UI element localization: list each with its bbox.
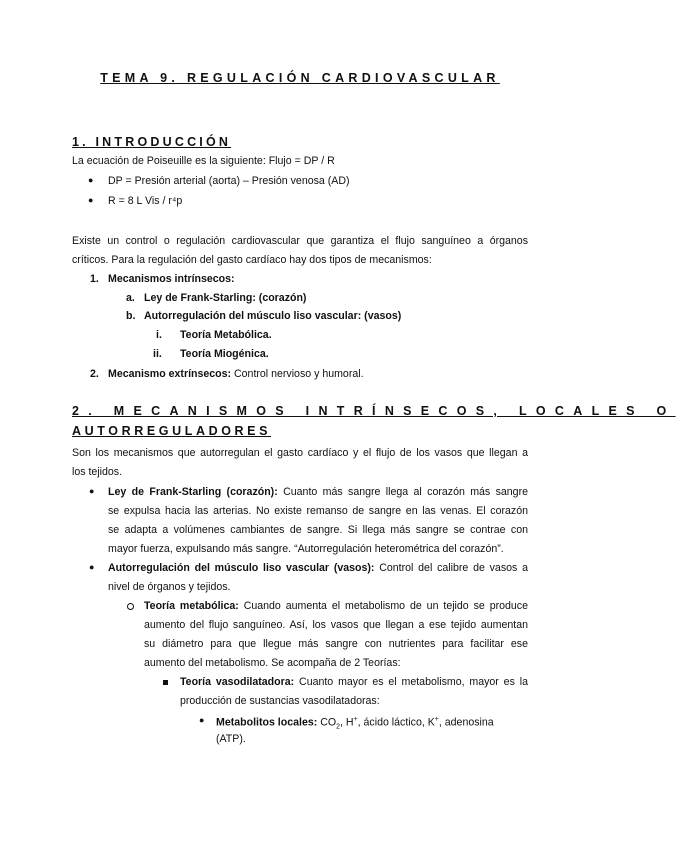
fs-line: mayor fuerza, expulsando más sangre. “Autorregulación heterométrica del corazón”. [108,543,504,555]
list-item-myogenic: Teoría Miogénica. [180,348,269,360]
auto-line: Autorregulación del músculo liso vascular (vasos): Control del calibre de vasos a [108,562,528,574]
list-item-extrinsic: Mecanismo extrínsecos: Control nervioso y humoral. [108,368,364,380]
para-line: Existe un control o regulación cardiovascular que garantiza el flujo sanguíneo a órganos [72,235,528,247]
list-letter: b. [126,310,136,322]
para-line: críticos. Para la regulación del gasto cardíaco hay dos tipos de mecanismos: [72,254,432,266]
bullet-icon: ● [88,175,94,185]
bullet-icon: ● [199,715,205,725]
list-number: 2. [90,368,99,380]
bullet-r: R = 8 L Vis / r⁴p [108,195,183,207]
section-2-heading-cont: AUTORREGULADORES [72,424,272,438]
section-2-heading: 2. MECANISMOS INTRÍNSECOS, LOCALES O [72,404,676,418]
circle-bullet-icon [127,603,134,610]
vaso-line: producción de sustancias vasodilatadoras: [180,695,380,707]
fs-line: Ley de Frank-Starling (corazón): Cuanto más sangre llega al corazón más sangre [108,486,528,498]
bullet-icon: ● [88,195,94,205]
poiseuille-intro: La ecuación de Poiseuille es la siguiente: Flujo = DP / R [72,155,335,167]
para-line: Son los mecanismos que autorregulan el gasto cardíaco y el flujo de los vasos que llegan a [72,447,528,459]
metabolites-line: (ATP). [216,733,246,745]
para-line: los tejidos. [72,466,123,478]
list-item-intrinsic: Mecanismos intrínsecos: [108,273,235,285]
list-item-metabolic: Teoría Metabólica. [180,329,272,341]
vaso-line: Teoría vasodilatadora: Cuanto mayor es el metabolismo, mayor es la [180,676,528,688]
metabolites-line: Metabolitos locales: $CO_2$, H+, ácido láctico, K+, adenosina [216,716,494,731]
square-bullet-icon [163,680,168,685]
met-line: su diámetro para que llegue más sangre con nutrientes para facilitar ese [144,638,528,650]
fs-line: se expulsa hacia las arterias. No existe remanso de sangre en las venas. El corazón [108,505,528,517]
met-line: Teoría metabólica: Cuando aumenta el metabolismo de un tejido se produce [144,600,528,612]
auto-line: nivel de órganos y tejidos. [108,581,231,593]
list-letter: a. [126,292,135,304]
list-roman: ii. [153,348,162,360]
list-number: 1. [90,273,99,285]
met-line: aumento del metabolismo. Se acompaña de 2 Teorías: [144,657,401,669]
met-line: aumento del flujo sanguíneo. Así, los vasos que llegan a ese tejido aumentan [144,619,528,631]
list-item-frank-starling: Ley de Frank-Starling: (corazón) [144,292,307,304]
bullet-dp: DP = Presión arterial (aorta) – Presión venosa (AD) [108,175,350,187]
bullet-icon: ● [89,562,95,572]
list-item-autoregulation: Autorregulación del músculo liso vascular: (vasos) [144,310,402,322]
bullet-icon: ● [89,486,95,496]
section-1-heading: 1. INTRODUCCIÓN [72,135,232,149]
list-roman: i. [156,329,162,341]
fs-line: se adapta a volúmenes cambiantes de sangre. Si llega más sangre se contrae con [108,524,528,536]
page-title: TEMA 9. REGULACIÓN CARDIOVASCULAR [100,71,500,85]
